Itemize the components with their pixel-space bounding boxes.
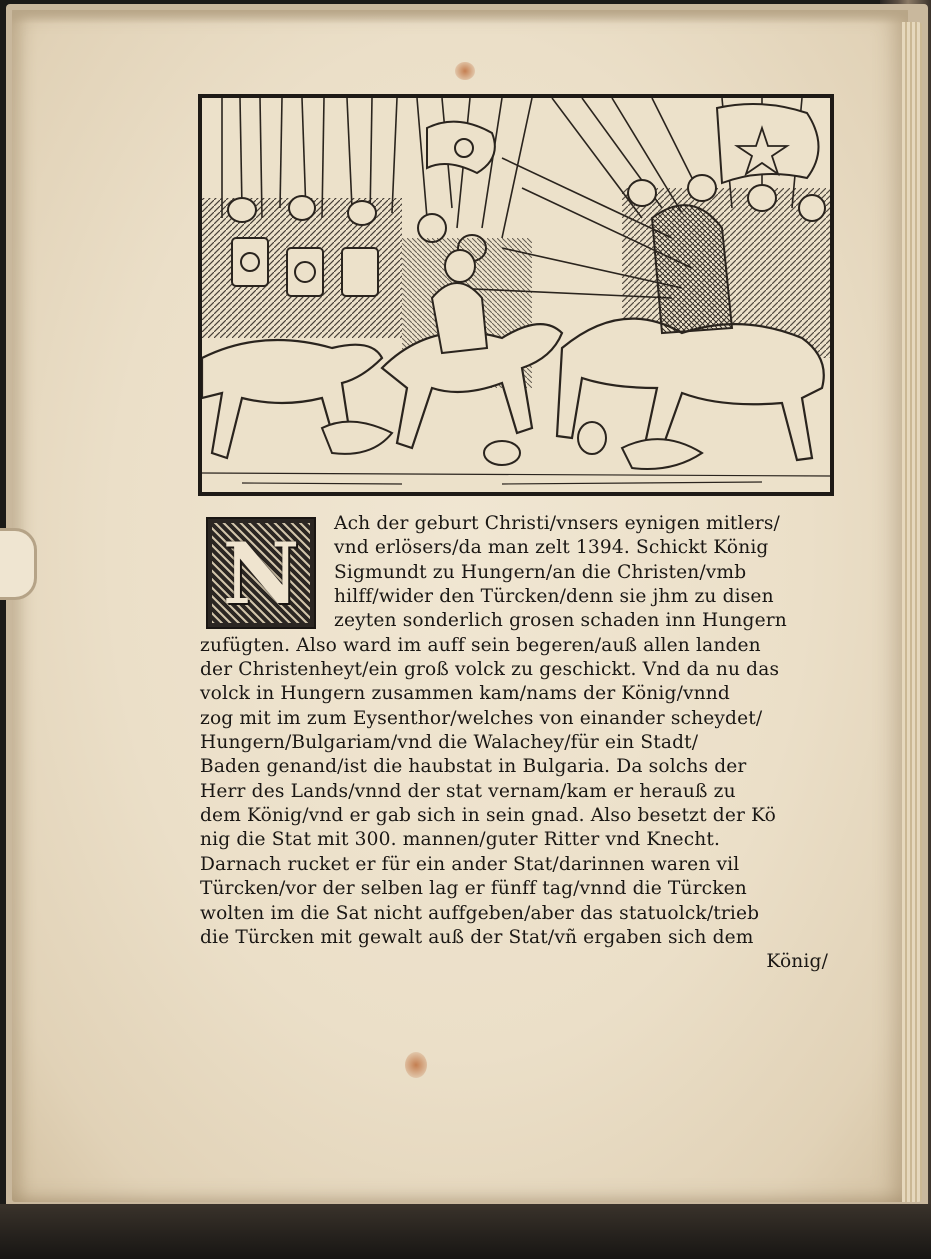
text-line: zufügten. Also ward im auff sein begeren/auß allen landen bbox=[200, 634, 761, 656]
text-line: vnd erlösers/da man zelt 1394. Schickt König bbox=[334, 537, 769, 559]
page-leaves-edge bbox=[902, 22, 922, 1202]
text-line: die Türcken mit gewalt auß der Stat/vñ ergaben sich dem bbox=[200, 926, 754, 948]
text-line: Ach der geburt Christi/vnsers eynigen mitlers/ bbox=[334, 513, 780, 534]
text-line: Baden genand/ist die haubstat in Bulgaria. Da solchs der bbox=[200, 756, 747, 778]
body-text bbox=[200, 512, 848, 975]
text-line: zeyten sonderlich grosen schaden inn Hungern bbox=[334, 610, 787, 632]
text-line: Sigmundt zu Hungern/an die Christen/vmb bbox=[334, 561, 747, 583]
initial-letter: N bbox=[212, 523, 310, 623]
text-line: Darnach rucket er für ein ander Stat/darinnen waren vil bbox=[200, 853, 740, 875]
text-line: Herr des Lands/vnnd der stat vernam/kam er herauß zu bbox=[200, 780, 736, 802]
text-line: Türcken/vor der selben lag er fünff tag/vnnd die Türcken bbox=[200, 878, 747, 900]
page-tab-marker bbox=[0, 528, 37, 600]
text-line: volck in Hungern zusammen kam/nams der König/vnnd bbox=[200, 683, 730, 705]
text-line: Hungern/Bulgariam/vnd die Walachey/für ein Stadt/ bbox=[200, 732, 699, 754]
ink-stain bbox=[405, 1052, 427, 1078]
text-line: nig die Stat mit 300. mannen/guter Ritter vnd Knecht. bbox=[200, 829, 721, 851]
text-line: hilff/wider den Türcken/denn sie jhm zu disen bbox=[334, 586, 774, 608]
text-line: zog mit im zum Eysenthor/welches von einander scheydet/ bbox=[200, 707, 763, 729]
catchword: König/ bbox=[766, 951, 828, 973]
ink-stain bbox=[455, 62, 475, 80]
text-line: der Christenheyt/ein groß volck zu geschickt. Vnd da nu das bbox=[200, 659, 780, 681]
woodcut-illustration bbox=[198, 94, 834, 496]
battle-scene-drawing bbox=[202, 98, 830, 492]
page-top-edge bbox=[12, 10, 908, 24]
text-line: wolten im die Sat nicht auffgeben/aber das statuolck/trieb bbox=[200, 902, 760, 924]
text-line: dem König/vnd er gab sich in sein gnad. Also besetzt der Kö bbox=[200, 805, 776, 827]
background-bottom bbox=[0, 1204, 931, 1259]
